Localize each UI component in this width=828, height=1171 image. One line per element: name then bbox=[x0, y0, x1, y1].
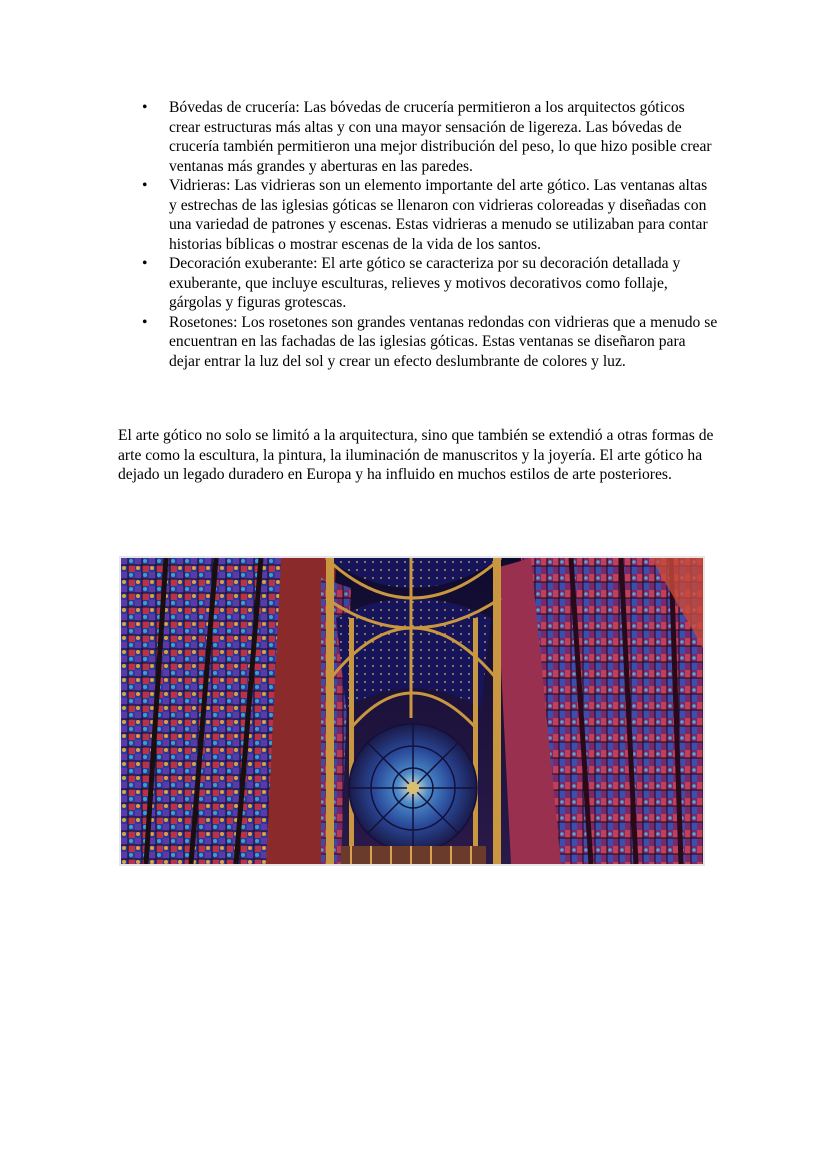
gothic-chapel-photo bbox=[119, 556, 705, 866]
list-item-text: Rosetones: Los rosetones son grandes ventanas redondas con vidrieras que a menudo se encuentran en las fachadas de las iglesias góticas. Estas ventanas se diseñaron para dejar entrar la luz del sol y crear un efecto deslumbrante de colores y luz. bbox=[169, 313, 718, 370]
bullet-marker: • bbox=[142, 177, 148, 194]
chapel-illustration bbox=[121, 558, 703, 864]
bullet-marker: • bbox=[142, 99, 148, 116]
list-item-text: Decoración exuberante: El arte gótico se caracteriza por su decoración detallada y exuberante, que incluye esculturas, relieves y motivos decorativos como follaje, gárgolas y figuras grotescas. bbox=[169, 255, 681, 311]
list-item-text: Bóvedas de crucería: Las bóvedas de crucería permitieron a los arquitectos góticos crear estructuras más altas y con una mayor sensación de ligereza. Las bóvedas de crucería también permitieron una mejor distribución del peso, lo que hizo posible crear ventanas más grandes y aberturas en las paredes. bbox=[169, 99, 712, 175]
list-item-decoracion bbox=[118, 254, 718, 313]
bullet-marker: • bbox=[142, 255, 148, 272]
gothic-features-list bbox=[118, 98, 718, 371]
list-item-vidrieras bbox=[118, 176, 718, 254]
list-item-bovedas bbox=[118, 98, 718, 176]
bullet-marker: • bbox=[142, 313, 148, 331]
list-item-text: Vidrieras: Las vidrieras son un elemento importante del arte gótico. Las ventanas altas y estrechas de las iglesias góticas se llenaron con vidrieras coloreadas y diseñadas con una variedad de patrones y escenas. Estas vidrieras a menudo se utilizaban para contar historias bíblicas o mostrar escenas de la vida de los santos. bbox=[169, 177, 708, 253]
list-item-rosetones bbox=[118, 313, 718, 372]
closing-paragraph: El arte gótico no solo se limitó a la arquitectura, sino que también se extendió a otras formas de arte como la escultura, la pintura, la iluminación de manuscritos y la joyería. El arte gótico ha dejado un legado duradero en Europa y ha influido en muchos estilos de arte posteriores. bbox=[118, 427, 714, 483]
